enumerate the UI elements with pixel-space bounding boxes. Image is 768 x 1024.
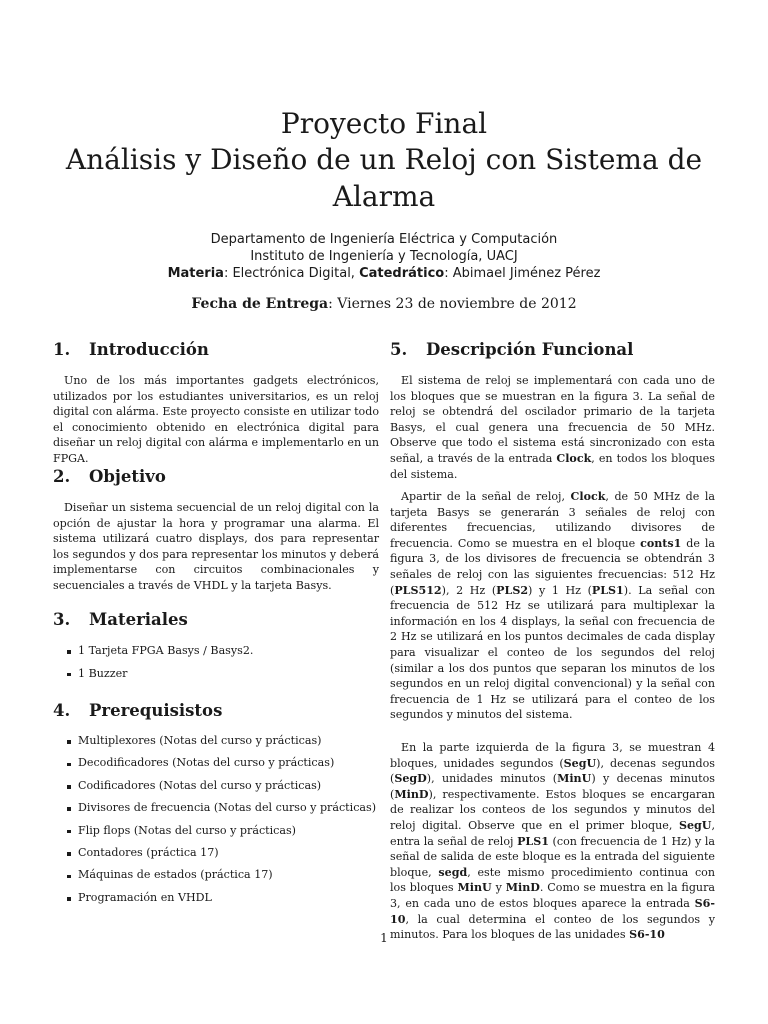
- materia-label: Materia: [167, 266, 224, 281]
- bullet-icon: [67, 650, 71, 654]
- materia-value: : Electrónica Digital,: [223, 266, 360, 281]
- objetivo-paragraph: Diseñar un sistema secuencial de un reloj digital con la opción de ajustar la hora y programar una alarma. El sistema utilizará cuatro displays, dos para representar los segundos y dos para representar los minutos y deberá implementarse con circuitos combinacionales y secuenciales a través de VHDL y la tarjeta Basys.: [53, 501, 379, 592]
- bullet-icon: [67, 852, 71, 856]
- section-heading-descripcion: 5. Descripción Funcional: [390, 340, 634, 359]
- bullet-icon: [67, 875, 71, 879]
- list-item: 1 Tarjeta FPGA Basys / Basys2.: [53, 640, 253, 663]
- list-item: Flip flops (Notas del curso y prácticas): [53, 820, 376, 842]
- bullet-icon: [67, 673, 71, 677]
- bullet-icon: [67, 763, 71, 767]
- due-date: [0, 297, 768, 311]
- department: Departamento de Ingeniería Eléctrica y Computación: [210, 232, 558, 247]
- bullet-icon: [67, 807, 71, 811]
- list-item: Multiplexores (Notas del curso y prácticas): [53, 730, 376, 752]
- institute: Instituto de Ingeniería y Tecnología, UACJ: [250, 249, 518, 264]
- section-heading-objetivo: 2. Objetivo: [53, 467, 166, 486]
- intro-paragraph: Uno de los más importantes gadgets electrónicos, utilizados por los estudiantes universitarios, es un reloj digital con alárma. Este proyecto consiste en utilizar todo el conocimiento obtenido en electrónica digital para diseñar un reloj digital con alárma e implementarlo en un FPGA.: [53, 374, 379, 465]
- bullet-icon: [67, 897, 71, 901]
- catedratico-value: : Abimael Jiménez Pérez: [444, 266, 601, 281]
- page-number: 1: [380, 931, 388, 945]
- due-date-label: Fecha de Entrega: [191, 296, 329, 312]
- descripcion-paragraph-3: En la parte izquierda de la figura 3, se muestran 4 bloques, unidades segundos (SegU), decenas segundos (SegD), unidades minutos (MinU) y decenas minutos (MinD), respectivamente. Estos bloques se encargaran de realizar los conteos de los segundos y minutos del reloj digital. Observe que en el primer bloque, SegU, entra la señal de reloj PLS1 (con frecuencia de 1 Hz) y la señal de salida de este bloque es la entrada del siguiente bloque, segd, este mismo procedimiento continua con los bloques MinU y MinD. Como se muestra en la figura 3, en cada uno de estos bloques aparece la entrada S6-10, la cual determina el conteo de los segundos y minutos. Para los bloques de las unidades S6-10: [390, 741, 715, 942]
- list-item: Contadores (práctica 17): [53, 842, 376, 864]
- list-item: 1 Buzzer: [53, 663, 253, 686]
- catedratico-label: Catedrático: [359, 266, 445, 281]
- descripcion-paragraph-2: Apartir de la señal de reloj, Clock, de 50 MHz de la tarjeta Basys se generarán 3 señales de reloj con diferentes frecuencias, utilizando divisores de frecuencia. Como se muestra en el bloque conts1 de la figura 3, de los divisores de frecuencia se obtendrán 3 señales de reloj con las siguientes frecuencias: 512 Hz (PLS512), 2 Hz (PLS2) y 1 Hz (PLS1). La señal con frecuencia de 512 Hz se utilizará para multiplexar la información en los 4 displays, la señal con frecuencia de 2 Hz se utilizará en los puntos decimales de cada display para visualizar el conteo de los segundos del reloj (similar a los dos puntos que separan los minutos de los segundos en un reloj digital convencional) y la señal con frecuencia de 1 Hz se utilizará para el conteo de los segundos y minutos del sistema.: [390, 490, 716, 722]
- list-item: Decodificadores (Notas del curso y prácticas): [53, 752, 376, 774]
- list-item: Divisores de frecuencia (Notas del curso y prácticas): [53, 797, 376, 819]
- prerequisitos-list: [53, 730, 376, 909]
- course-info: [0, 267, 768, 280]
- bullet-icon: [67, 785, 71, 789]
- materiales-list: [53, 640, 253, 685]
- due-date-value: : Viernes 23 de noviembre de 2012: [328, 296, 577, 312]
- section-heading-materiales: 3. Materiales: [53, 610, 188, 629]
- title-line-2: Análisis y Diseño de un Reloj con Sistema de: [65, 143, 703, 176]
- descripcion-paragraph-1: El sistema de reloj se implementará con cada uno de los bloques que se muestran en la figura 3. La señal de reloj se obtendrá del oscilador primario de la tarjeta Basys, el cual genera una frecuencia de 50 MHz. Observe que todo el sistema está sincronizado con esta señal, a través de la entrada Clock, en todos los bloques del sistema.: [390, 374, 715, 481]
- title-line-1: Proyecto Final: [280, 107, 488, 140]
- title-line-3: Alarma: [332, 180, 436, 213]
- bullet-icon: [67, 830, 71, 834]
- bullet-icon: [67, 740, 71, 744]
- list-item: Máquinas de estados (práctica 17): [53, 864, 376, 886]
- list-item: Codificadores (Notas del curso y prácticas): [53, 775, 376, 797]
- list-item: Programación en VHDL: [53, 887, 376, 909]
- section-heading-prerequisitos: 4. Prerequisistos: [53, 701, 223, 720]
- section-heading-introduccion: 1. Introducción: [53, 340, 209, 359]
